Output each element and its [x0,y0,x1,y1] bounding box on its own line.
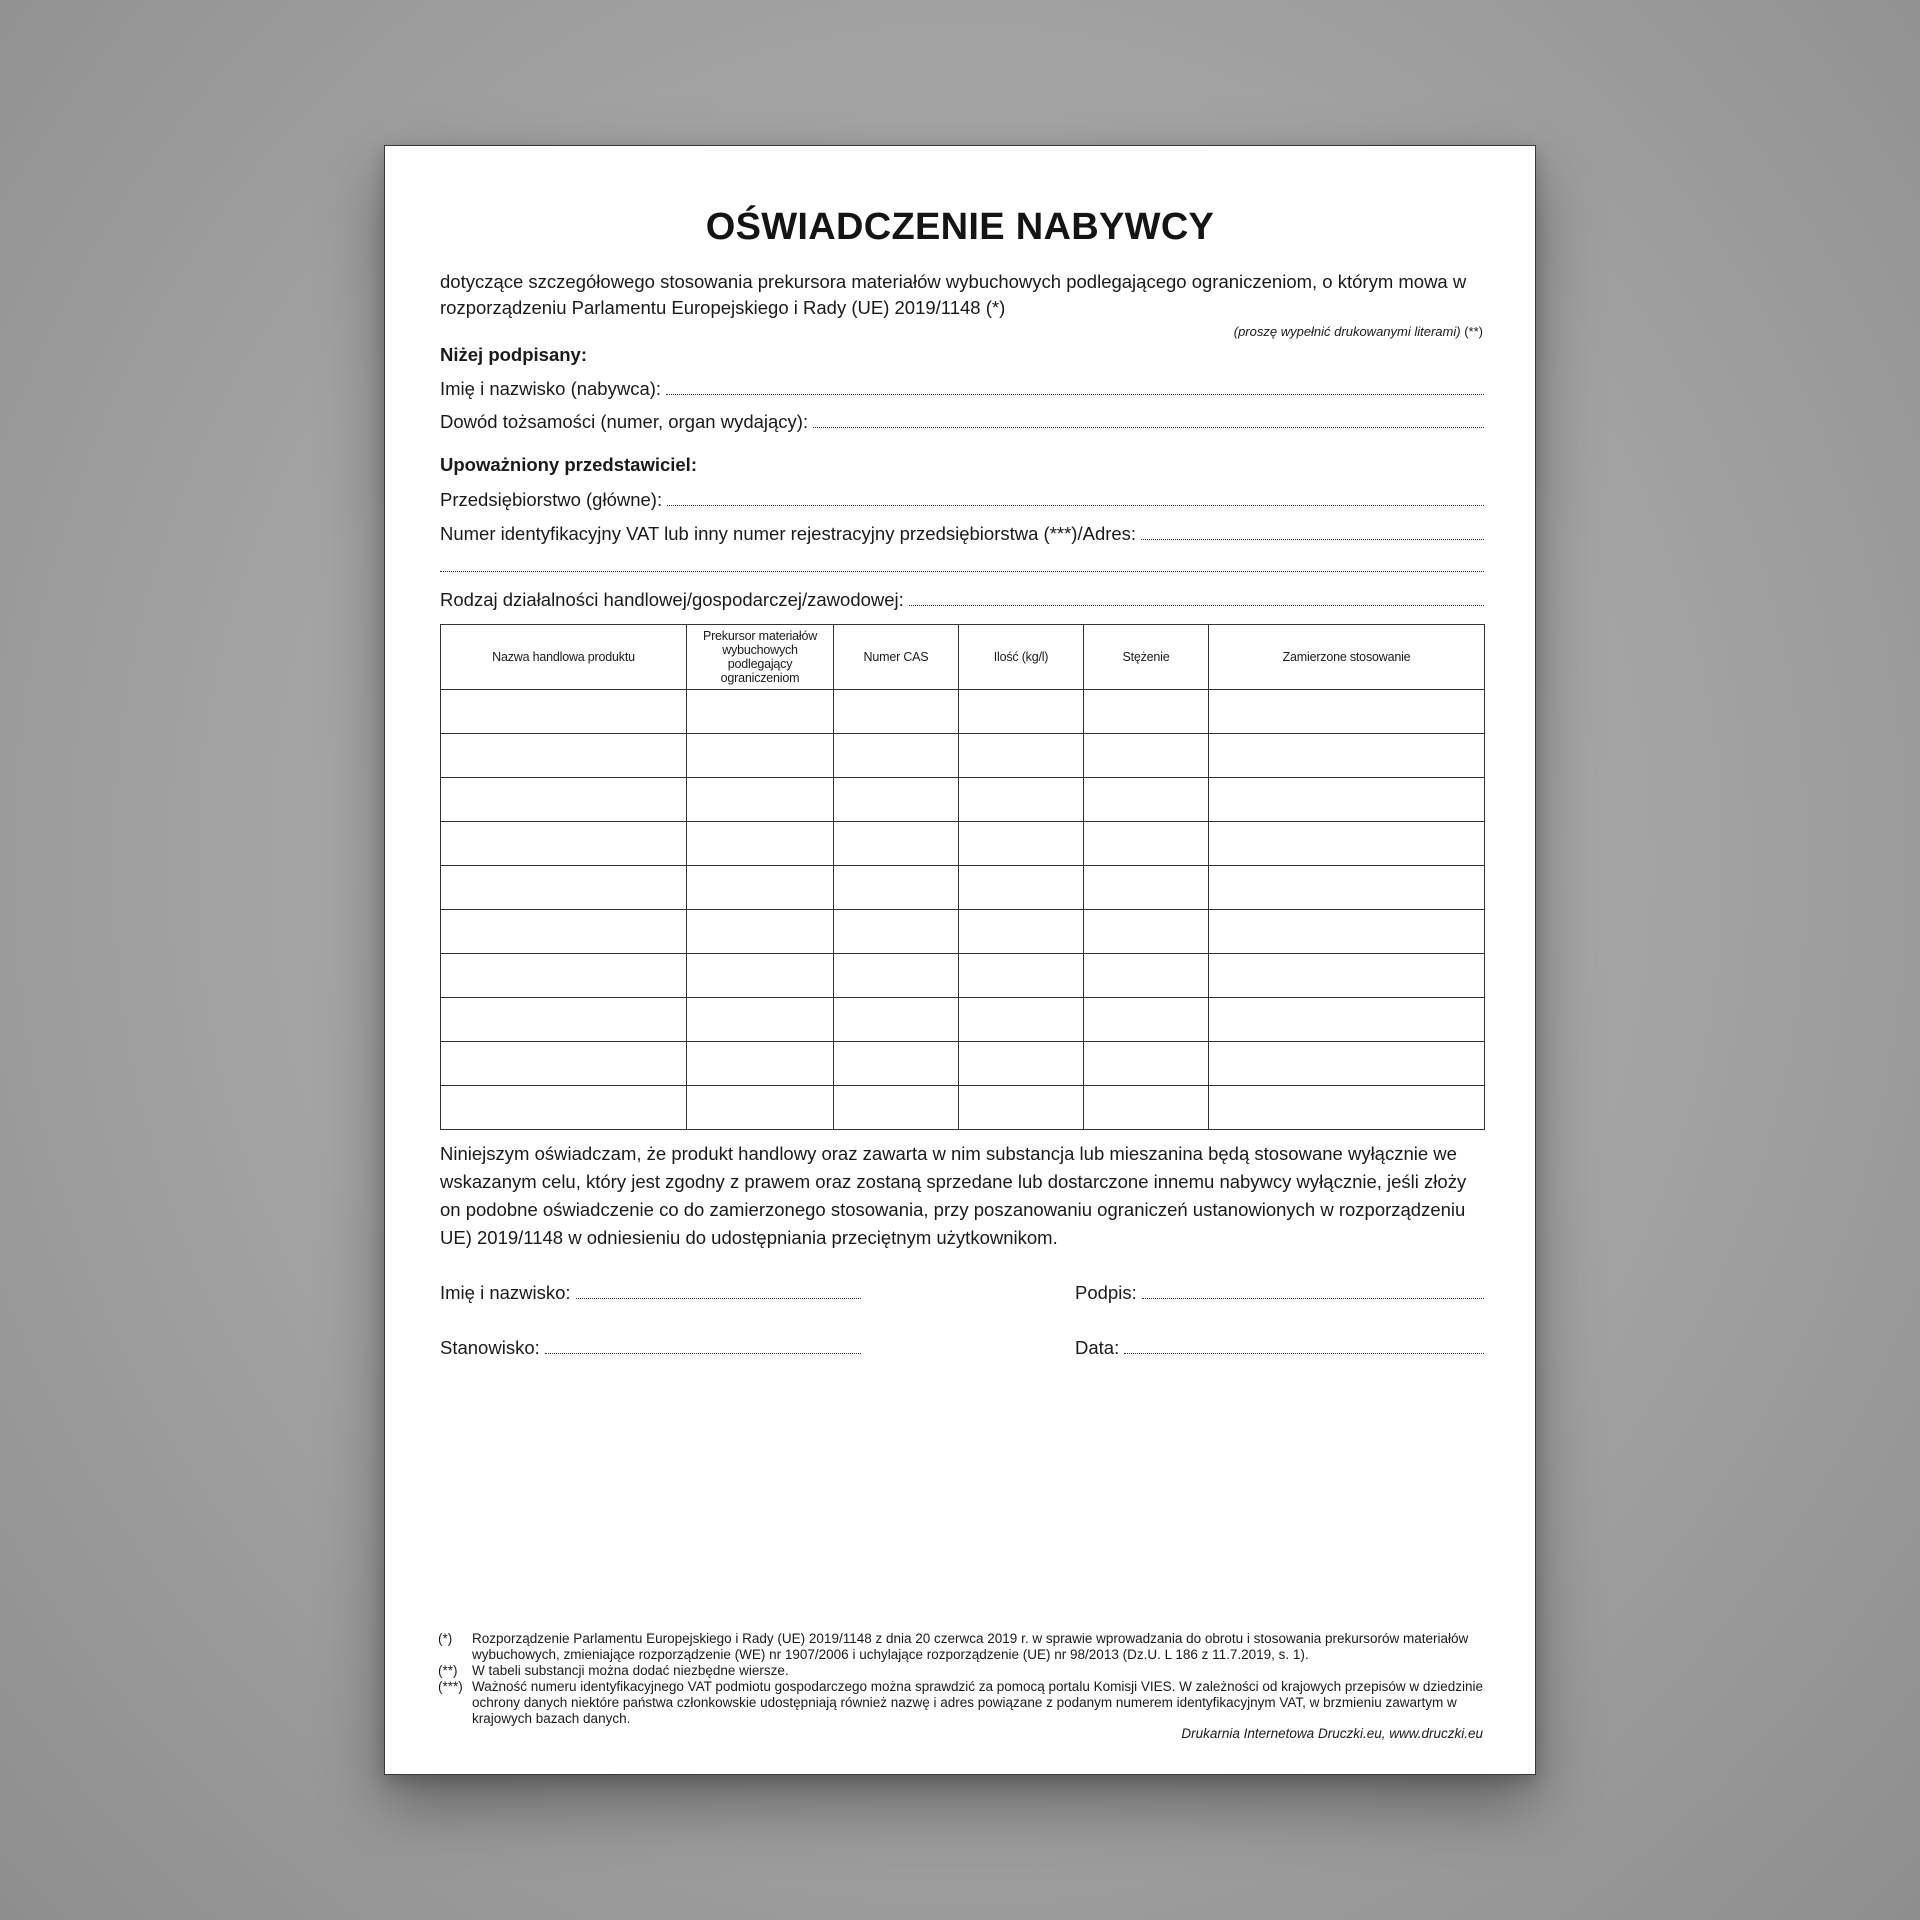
position-label: Stanowisko: [440,1337,540,1358]
table-cell[interactable] [441,954,687,998]
company-dotted-line[interactable] [667,487,1484,506]
footnote-mark: (**) [438,1663,458,1678]
table-cell[interactable] [1084,822,1209,866]
column-header: Stężenie [1084,625,1209,690]
table-cell[interactable] [1209,690,1485,734]
table-cell[interactable] [834,1042,959,1086]
table-row [441,822,1485,866]
table-cell[interactable] [1209,1042,1485,1086]
products-table [440,624,1485,1130]
footnote [438,1663,1486,1679]
signer-name-dotted-line[interactable] [576,1280,861,1299]
table-cell[interactable] [959,1086,1084,1130]
table-cell[interactable] [959,734,1084,778]
table-cell[interactable] [959,778,1084,822]
footnotes [438,1631,1486,1727]
buyer-name-field[interactable] [440,376,1484,402]
table-cell[interactable] [1084,734,1209,778]
table-cell[interactable] [1209,822,1485,866]
table-cell[interactable] [441,778,687,822]
table-cell[interactable] [834,910,959,954]
footnote-text: Rozporządzenie Parlamentu Europejskiego i Rady (UE) 2019/1148 z dnia 20 czerwca 2019 r. w sprawie wprowadzania do obrotu i stosowania prekursorów materiałów wybuchowych, zmieniające rozporządzenie (WE) nr 1907/2006 i uchylające rozporządzenie (UE) nr 98/2013 (Dz.U. L 186 z 11.7.2019, s. 1). [472,1631,1469,1662]
table-cell[interactable] [959,954,1084,998]
id-document-field[interactable] [440,409,1484,435]
table-cell[interactable] [687,954,834,998]
declaration-text: Niniejszym oświadczam, że produkt handlowy oraz zawarta w nim substancja lub mieszanina będą stosowane wyłącznie we wskazanym celu, który jest zgodny z prawem oraz zostaną sprzedane lub dostarczone innemu nabywcy wyłącznie, jeśli złoży on podobne oświadczenie co do zamierzonego stosowania, przy poszanowaniu ograniczeń ustanowionych w rozporządzeniu UE) 2019/1148 w odniesieniu do udostępniania przeciętnym użytkownikom. [440,1143,1467,1248]
vat-address-extra-line[interactable] [440,571,1484,572]
table-row [441,1086,1485,1130]
representative-heading: Upoważniony przedstawiciel: [440,454,697,475]
table-body [441,690,1485,1130]
signature-label: Podpis: [1075,1282,1137,1303]
print-hint-text: (proszę wypełnić drukowanymi literami) [1233,324,1461,339]
table-cell[interactable] [1209,998,1485,1042]
table-cell[interactable] [959,1042,1084,1086]
publisher-credit: Drukarnia Internetowa Druczki.eu, www.druczki.eu [1181,1726,1483,1741]
signer-name-field[interactable] [440,1280,861,1306]
table-cell[interactable] [1084,1042,1209,1086]
table-row [441,998,1485,1042]
table-cell[interactable] [441,998,687,1042]
table-cell[interactable] [441,734,687,778]
footnote [438,1679,1486,1727]
vat-address-dotted-line[interactable] [1141,521,1484,540]
table-row [441,954,1485,998]
table-cell[interactable] [959,690,1084,734]
table-cell[interactable] [687,734,834,778]
table-cell[interactable] [687,998,834,1042]
company-label: Przedsiębiorstwo (główne): [440,489,663,510]
footnote-mark: (***) [438,1679,463,1694]
table-cell[interactable] [834,734,959,778]
column-header: Ilość (kg/l) [959,625,1084,690]
table-cell[interactable] [959,910,1084,954]
company-field[interactable] [440,487,1484,513]
activity-type-dotted-line[interactable] [909,587,1484,606]
table-row [441,734,1485,778]
signature-field[interactable] [1075,1280,1484,1306]
position-field[interactable] [440,1335,861,1361]
vat-address-field[interactable] [440,521,1484,547]
signature-dotted-line[interactable] [1142,1280,1484,1299]
table-cell[interactable] [1084,1086,1209,1130]
table-cell[interactable] [1209,954,1485,998]
table-cell[interactable] [834,778,959,822]
id-document-label: Dowód tożsamości (numer, organ wydający): [440,411,809,432]
table-cell[interactable] [687,822,834,866]
date-dotted-line[interactable] [1124,1335,1484,1354]
table-cell[interactable] [834,954,959,998]
table-cell[interactable] [687,1086,834,1130]
table-row [441,690,1485,734]
form-title: OŚWIADCZENIE NABYWCY [705,206,1215,248]
table-cell[interactable] [834,866,959,910]
footnote-text: W tabeli substancji można dodać niezbędne wiersze. [472,1663,789,1678]
table-cell[interactable] [1084,690,1209,734]
footnote [438,1631,1486,1663]
column-header: Zamierzone stosowanie [1209,625,1485,690]
table-cell[interactable] [441,822,687,866]
table-cell[interactable] [687,910,834,954]
print-hint-mark: (**) [1464,324,1483,339]
table-cell[interactable] [1209,778,1485,822]
table-row [441,910,1485,954]
activity-type-label: Rodzaj działalności handlowej/gospodarczej/zawodowej: [440,589,904,610]
column-header: Nazwa handlowa produktu [441,625,687,690]
table-cell[interactable] [1084,954,1209,998]
table-row [441,778,1485,822]
table-cell[interactable] [1209,734,1485,778]
column-header: Numer CAS [834,625,959,690]
date-label: Data: [1075,1337,1120,1358]
signer-heading: Niżej podpisany: [440,344,587,365]
table-cell[interactable] [441,1086,687,1130]
column-header: Prekursor materiałów wybuchowych podlegający ograniczeniom [687,625,834,690]
table-cell[interactable] [687,1042,834,1086]
id-document-dotted-line[interactable] [813,409,1484,428]
table-row [441,866,1485,910]
buyer-name-dotted-line[interactable] [666,376,1484,395]
table-cell[interactable] [687,866,834,910]
table-cell[interactable] [834,1086,959,1130]
table-cell[interactable] [441,1042,687,1086]
table-cell[interactable] [1084,910,1209,954]
form-sheet [384,145,1536,1775]
table-row [441,1042,1485,1086]
table-cell[interactable] [1084,866,1209,910]
footnote-text: Ważność numeru identyfikacyjnego VAT podmiotu gospodarczego można sprawdzić za pomocą portalu Komisji VIES. W zależności od krajowych przepisów w dziedzinie ochrony danych niektóre państwa członkowskie udostępniają również nazwę i adres powiązane z podanym numerem identyfikacyjnym VAT, w brzmieniu zawartym w krajowych bazach danych. [472,1679,1483,1726]
activity-type-field[interactable] [440,587,1484,613]
table-cell[interactable] [959,998,1084,1042]
print-hint [1234,324,1483,339]
table-cell[interactable] [1209,1086,1485,1130]
date-field[interactable] [1075,1335,1484,1361]
table-cell[interactable] [959,866,1084,910]
signer-name-label: Imię i nazwisko: [440,1282,571,1303]
table-cell[interactable] [441,690,687,734]
table-cell[interactable] [959,822,1084,866]
table-cell[interactable] [1084,778,1209,822]
table-cell[interactable] [834,690,959,734]
table-cell[interactable] [441,910,687,954]
table-cell[interactable] [1084,998,1209,1042]
footnote-mark: (*) [438,1631,453,1646]
table-cell[interactable] [1209,910,1485,954]
buyer-name-label: Imię i nazwisko (nabywca): [440,378,662,399]
table-cell[interactable] [441,866,687,910]
form-intro: dotyczące szczegółowego stosowania prekursora materiałów wybuchowych podlegającego ograniczeniom, o którym mowa w rozporządzeniu Parlamentu Europejskiego i Rady (UE) 2019/1148 (*) [440,271,1467,318]
table-cell[interactable] [834,998,959,1042]
table-cell[interactable] [687,690,834,734]
table-header-row [441,625,1485,690]
table-cell[interactable] [834,822,959,866]
table-cell[interactable] [1209,866,1485,910]
position-dotted-line[interactable] [545,1335,861,1354]
table-cell[interactable] [687,778,834,822]
vat-address-label: Numer identyfikacyjny VAT lub inny numer rejestracyjny przedsiębiorstwa (***)/Adres: [440,523,1137,544]
